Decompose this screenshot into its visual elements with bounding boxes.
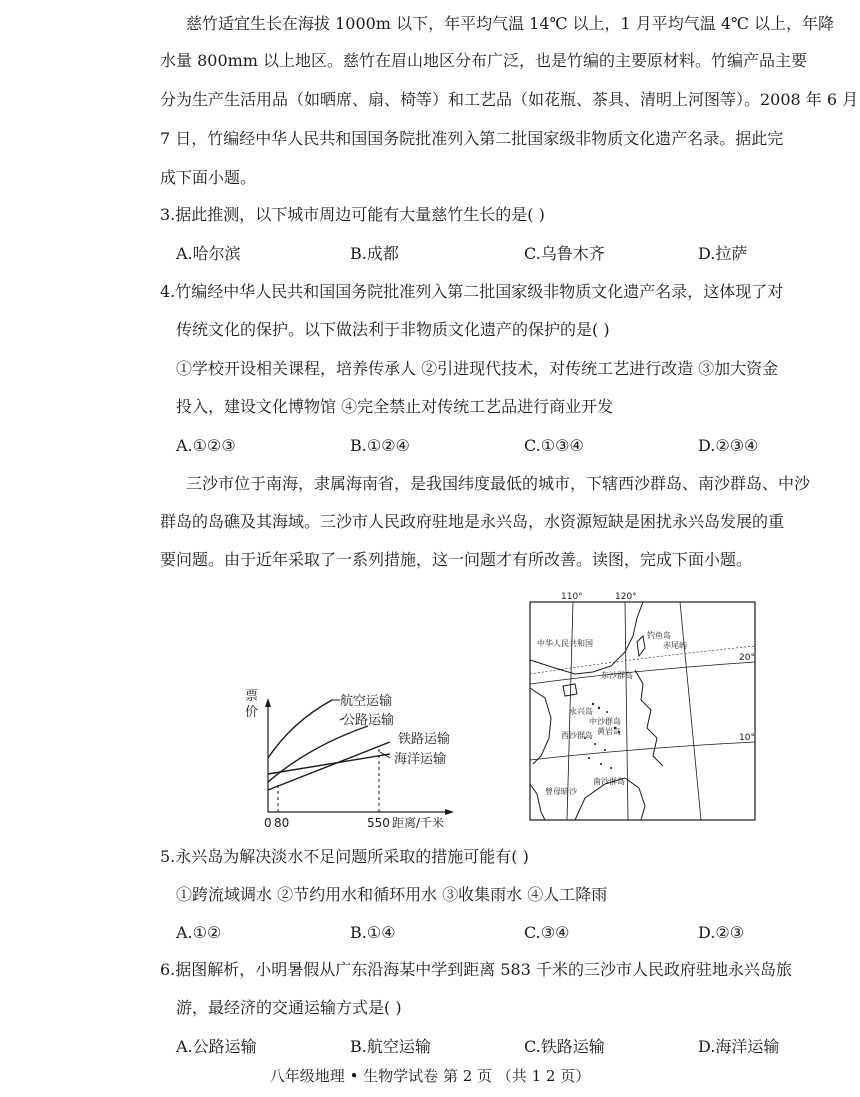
- q5-option-a[interactable]: A.①②: [176, 923, 222, 942]
- series-label-road: 公路运输: [342, 713, 395, 728]
- map-label-zhongsha: 中沙群岛: [589, 717, 621, 726]
- q3-stem: 3.据此推测，以下城市周边可能有大量慈竹生长的是( ): [160, 205, 545, 224]
- passage1-line-3: 分为生产生活用品（如晒席、扇、椅等）和工艺品（如花瓶、茶具、清明上河图等）。2008 年 6 月: [160, 90, 859, 109]
- map-label-chiwei: 赤尾屿: [663, 641, 687, 650]
- south-china-sea-map: [515, 588, 770, 823]
- q4-option-b[interactable]: B.①②④: [350, 436, 410, 455]
- chart-xlabel: 距离/千米: [392, 816, 445, 830]
- series-label-sea: 海洋运输: [394, 752, 447, 767]
- passage1-line-5: 成下面小题。: [160, 168, 257, 187]
- chart-ylabel-2: 价: [245, 705, 259, 720]
- q6-stem-line-1: 6.据图解析，小明暑假从广东沿海某中学到距离 583 千米的三沙市人民政府驻地永兴岛旅: [160, 960, 792, 979]
- passage1-line-4: 7 日，竹编经中华人民共和国国务院批准列入第二批国家级非物质文化遗产名录。据此完: [160, 129, 784, 148]
- series-label-rail: 铁路运输: [398, 732, 451, 747]
- passage1-line-1: 慈竹适宜生长在海拔 1000m 以下，年平均气温 14℃ 以上，1 月平均气温 4℃ 以上，年降: [186, 14, 835, 33]
- tick-label-80: 80: [274, 816, 290, 830]
- series-line-road: [268, 726, 368, 782]
- series-line-sea: [268, 754, 390, 774]
- q6-option-a[interactable]: A.公路运输: [176, 1037, 257, 1056]
- map-label-prc: 中华人民共和国: [537, 639, 593, 648]
- q4-option-c[interactable]: C.①③④: [524, 436, 584, 455]
- q3-option-a[interactable]: A.哈尔滨: [176, 244, 241, 263]
- map-label-dongsha: 东沙群岛: [601, 671, 633, 680]
- q4-option-a[interactable]: A.①②③: [176, 436, 236, 455]
- q4-choices-line-1: ①学校开设相关课程，培养传承人 ②引进现代技术，对传统工艺进行改造 ③加大资金: [176, 359, 779, 378]
- map-label-huangyan: 黄岩岛: [597, 727, 621, 736]
- lon-label-120: 120°: [615, 592, 637, 602]
- tick-label-0: 0: [264, 816, 272, 830]
- passage2-line-2: 群岛的岛礁及其海域。三沙市人民政府驻地是永兴岛，水资源短缺是困扰永兴岛发展的重: [160, 512, 785, 531]
- map-label-zengmu: 曾母暗沙: [545, 787, 577, 796]
- q5-option-d[interactable]: D.②③: [698, 923, 745, 942]
- lat-label-10: 10°: [739, 733, 755, 743]
- map-label-xisha: 西沙群岛: [561, 731, 593, 740]
- series-line-rail: [268, 742, 390, 790]
- q4-stem-line-1: 4.竹编经中华人民共和国国务院批准列入第二批国家级非物质文化遗产名录，这体现了对: [160, 282, 784, 301]
- q6-option-d[interactable]: D.海洋运输: [698, 1037, 780, 1056]
- series-label-air: 航空运输: [340, 694, 393, 709]
- q3-option-d[interactable]: D.拉萨: [698, 244, 748, 263]
- passage2-line-1: 三沙市位于南海，隶属海南省，是我国纬度最低的城市，下辖西沙群岛、南沙群岛、中沙: [186, 474, 811, 493]
- chart-ylabel-1: 票: [245, 689, 259, 704]
- q4-choices-line-2: 投入，建设文化博物馆 ④完全禁止对传统工艺品进行商业开发: [176, 397, 614, 416]
- q5-choices: ①跨流域调水 ②节约用水和循环用水 ③收集雨水 ④人工降雨: [176, 885, 608, 904]
- passage1-line-2: 水量 800mm 以上地区。慈竹在眉山地区分布广泛，也是竹编的主要原材料。竹编产品主要: [160, 51, 808, 70]
- map-label-diaoyu: 钓鱼岛: [647, 631, 671, 640]
- q6-stem-line-2: 游，最经济的交通运输方式是( ): [176, 998, 402, 1017]
- chart-y-axis-arrow: [265, 698, 271, 707]
- q4-stem-line-2: 传统文化的保护。以下做法利于非物质文化遗产的保护的是( ): [176, 320, 610, 339]
- q3-option-c[interactable]: C.乌鲁木齐: [524, 244, 605, 263]
- q6-option-c[interactable]: C.铁路运输: [524, 1037, 605, 1056]
- map-label-nansha: 南沙群岛: [593, 777, 625, 786]
- q5-option-c[interactable]: C.③④: [524, 923, 570, 942]
- passage2-line-3: 要问题。由于近年采取了一系列措施，这一问题才有所改善。读图，完成下面小题。: [160, 550, 753, 569]
- series-line-air: [268, 700, 332, 758]
- lon-label-110: 110°: [561, 592, 583, 602]
- page-footer: 八年级地理 • 生物学试卷 第 2 页 （共 1 2 页）: [269, 1067, 591, 1085]
- map-label-yongxing: 永兴岛: [569, 707, 593, 716]
- chart-x-axis-arrow: [445, 809, 454, 815]
- transport-cost-chart: [240, 680, 490, 830]
- lat-label-20: 20°: [739, 653, 755, 663]
- q6-option-b[interactable]: B.航空运输: [350, 1037, 431, 1056]
- q5-stem: 5.永兴岛为解决淡水不足问题所采取的措施可能有( ): [160, 847, 529, 866]
- q3-option-b[interactable]: B.成都: [350, 244, 399, 263]
- q5-option-b[interactable]: B.①④: [350, 923, 396, 942]
- q4-option-d[interactable]: D.②③④: [698, 436, 759, 455]
- tick-label-550: 550: [367, 816, 390, 830]
